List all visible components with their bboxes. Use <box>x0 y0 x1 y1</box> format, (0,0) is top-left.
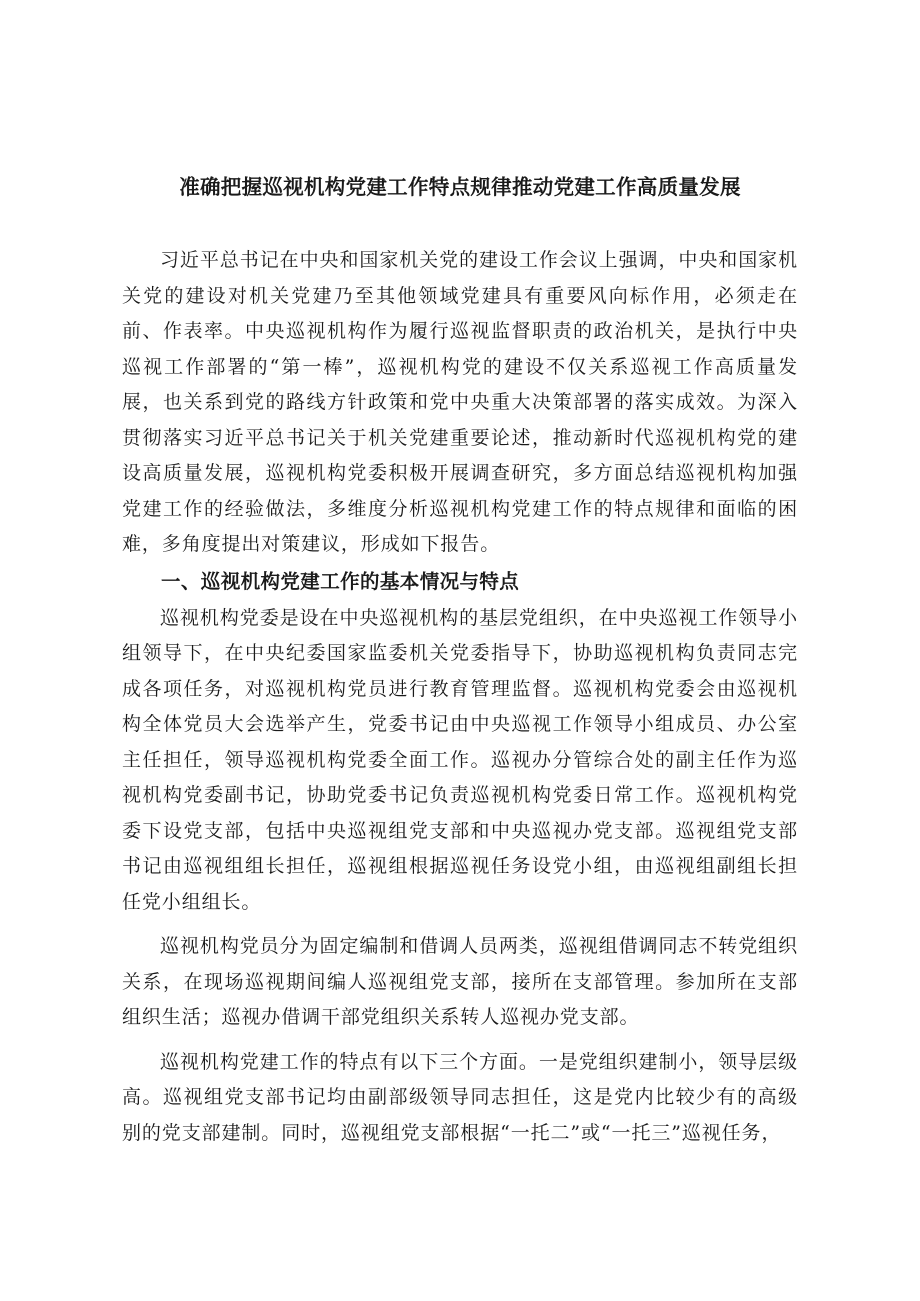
section-paragraph-1: 巡视机构党委是设在中央巡视机构的基层党组织，在中央巡视工作领导小组领导下，在中央纪委国家监委机关党委指导下，协助巡视机构负责同志完成各项任务，对巡视机构党员进行教育管理监督。巡视机构党委会由巡视机构全体党员大会选举产生，党委书记由中央巡视工作领导小组成员、办公室主任担任，领导巡视机构党委全面工作。巡视办分管综合处的副主任作为巡视机构党委副书记，协助党委书记负责巡视机构党委日常工作。巡视机构党委下设党支部，包括中央巡视组党支部和中央巡视办党支部。巡视组党支部书记由巡视组组长担任，巡视组根据巡视任务设党小组，由巡视组副组长担任党小组组长。 <box>122 606 798 913</box>
document-title: 准确把握巡视机构党建工作特点规律推动党建工作高质量发展 <box>179 175 741 199</box>
intro-paragraph: 习近平总书记在中央和国家机关党的建设工作会议上强调，中央和国家机关党的建设对机关党建乃至其他领域党建具有重要风向标作用，必须走在前、作表率。中央巡视机构作为履行巡视监督职责的政治机关，是执行中央巡视工作部署的“第一棒”，巡视机构党的建设不仅关系巡视工作高质量发展，也关系到党的路线方针政策和党中央重大决策部署的落实成效。为深入贯彻落实习近平总书记关于机关党建重要论述，推动新时代巡视机构党的建设高质量发展，巡视机构党委积极开展调查研究，多方面总结巡视机构加强党建工作的经验做法，多维度分析巡视机构党建工作的特点规律和面临的困难，多角度提出对策建议，形成如下报告。 <box>122 249 798 555</box>
section-paragraph-2: 巡视机构党员分为固定编制和借调人员两类，巡视组借调同志不转党组织关系，在现场巡视期间编人巡视组党支部，接所在支部管理。参加所在支部组织生活；巡视办借调干部党组织关系转人巡视办党支部。 <box>122 935 798 1028</box>
section-paragraph-3: 巡视机构党建工作的特点有以下三个方面。一是党组织建制小，领导层级高。巡视组党支部书记均由副部级领导同志担任，这是党内比较少有的高级别的党支部建制。同时，巡视组党支部根据“一托二”或“一托三”巡视任务， <box>122 1050 798 1144</box>
document-body <box>122 243 798 1151</box>
section-heading: 一、巡视机构党建工作的基本情况与特点 <box>161 569 520 593</box>
